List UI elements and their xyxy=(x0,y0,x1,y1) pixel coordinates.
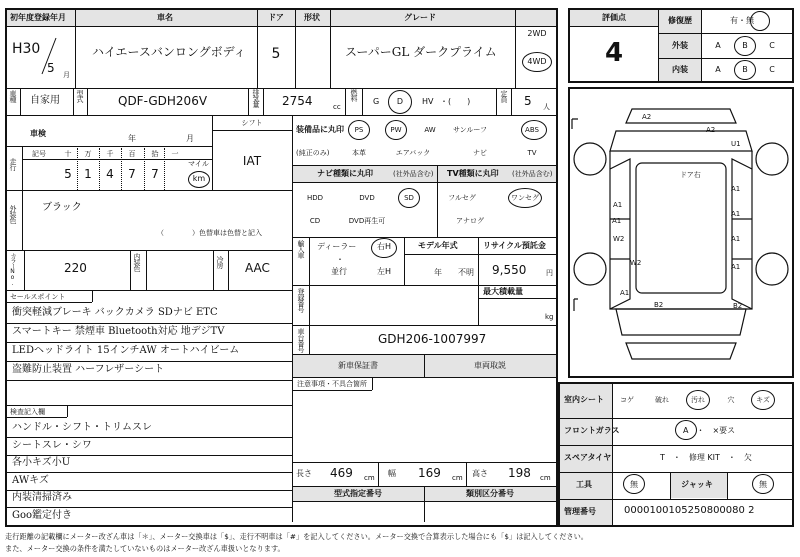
repair-none-circle xyxy=(750,11,770,31)
reg-month-unit: 月 xyxy=(63,71,70,79)
inspection-year: 年 xyxy=(128,134,136,143)
2wd-label: 2WD xyxy=(527,29,547,38)
usage-value: 自家用 xyxy=(30,95,60,106)
mileage-digit: 5 xyxy=(64,167,72,181)
seat-item: キズ xyxy=(756,396,770,404)
rating-grade: A xyxy=(715,41,721,50)
check-line: AWキズ xyxy=(12,474,49,486)
mileage-divider xyxy=(164,148,165,190)
damage-mark: A1 xyxy=(731,210,741,218)
car-diagram xyxy=(570,89,792,376)
type-designation-label: 型式指定番号 xyxy=(334,489,382,498)
mileage-divider xyxy=(99,148,100,190)
registration-label: 登録番号 xyxy=(297,288,305,312)
model-year-unknown: 不明 xyxy=(458,268,474,277)
sales-point-line: 盗難防止装置 ハーフレザーシート xyxy=(12,364,165,375)
capacity-unit: 人 xyxy=(543,103,550,111)
tv-title: TV種類に丸印 xyxy=(447,169,499,178)
grade-header: グレード xyxy=(404,13,436,22)
seat-item: 穴 xyxy=(727,396,735,404)
fuel-label: 燃料 xyxy=(350,89,358,101)
damage-mark: A2 xyxy=(642,113,652,121)
recycle-label: リサイクル預託金 xyxy=(483,241,546,250)
fuel-g: G xyxy=(373,97,380,106)
check-line: 各小キズ小U xyxy=(12,457,71,468)
damage-mark: A1 xyxy=(731,263,741,271)
model-year-label: モデル年式 xyxy=(418,241,458,250)
shape-header: 形状 xyxy=(304,13,320,22)
sales-point-rule xyxy=(7,361,292,362)
mileage-unit: 万 xyxy=(84,150,92,158)
damage-mark: A1 xyxy=(731,235,741,243)
damage-mark: A1 xyxy=(612,217,622,225)
check-title: 検査記入欄 xyxy=(10,408,45,416)
warranty: 新車保証書 xyxy=(338,361,378,370)
navi-item: HDD xyxy=(306,194,324,202)
mileage-unit: 十 xyxy=(64,150,72,158)
caution-label: 注意事項・不具合箇所 xyxy=(297,380,367,388)
usage-label: 車種 xyxy=(9,90,17,102)
check-rule xyxy=(7,472,292,473)
mileage-digit: 4 xyxy=(106,167,114,181)
length-value: 469 xyxy=(330,466,353,480)
navi-title: ナビ種類に丸印 xyxy=(317,169,373,178)
windshield-label: フロントガラス xyxy=(564,426,620,435)
capacity-value: 5 xyxy=(524,94,532,108)
displacement-value: 2754 xyxy=(282,94,313,108)
interior-label: 内装 xyxy=(672,65,688,74)
footer-line-2: また、メーター交換の条件を満たしていないものはメーター改ざん車扱いとなります。 xyxy=(5,544,285,553)
color-no-label: カラーNo. xyxy=(9,253,16,286)
inspection-label: 車検 xyxy=(30,129,46,138)
import-dot: ・ xyxy=(336,255,344,264)
displacement-label: 排気量 xyxy=(252,89,260,107)
navi-sub: (社外品含む) xyxy=(393,170,434,178)
color-change-note: （ ）色替車は色替と記入 xyxy=(157,229,262,237)
mileage-unit: 拾 xyxy=(151,150,159,158)
damage-mark: A2 xyxy=(706,126,716,134)
equipment-item: 本革 xyxy=(352,149,366,157)
mileage-divider xyxy=(121,148,122,190)
check-line: ハンドル・シフト・トリムスレ xyxy=(12,422,152,433)
mgmt-value: 0000100105250800080 2 xyxy=(624,505,755,516)
damage-mark: A1 xyxy=(620,289,630,297)
jack-value: 無 xyxy=(759,480,767,489)
shift-value: IAT xyxy=(242,154,262,168)
seat-item: 汚れ xyxy=(691,396,705,404)
first-reg-header: 初年度登録年月 xyxy=(10,13,66,22)
class-label: 類別区分番号 xyxy=(466,489,514,498)
4wd-label: 4WD xyxy=(527,57,547,66)
mileage-divider xyxy=(144,148,145,190)
tv-sub: (社外品含む) xyxy=(512,170,553,178)
seat-item: コゲ xyxy=(620,396,634,404)
damage-mark: B2 xyxy=(733,302,743,310)
mileage-reg-label: 記号 xyxy=(32,150,46,158)
tools-value: 無 xyxy=(630,480,638,489)
check-rule xyxy=(7,455,292,456)
damage-mark: W2 xyxy=(630,259,642,267)
equipment-item: PS xyxy=(354,126,364,134)
damage-mark: ドア右 xyxy=(680,171,701,179)
equipment-item: AW xyxy=(424,126,436,134)
check-rule xyxy=(7,507,292,508)
equipment-item: TV xyxy=(527,149,537,157)
width-label: 幅 xyxy=(388,469,396,478)
recycle-yen: 円 xyxy=(546,269,553,277)
equipment-sub: (純正のみ) xyxy=(296,149,330,157)
door-header: ドア xyxy=(268,13,284,22)
rating-score: 4 xyxy=(604,38,624,68)
ac-label: 冷房 xyxy=(216,256,224,268)
mileage-digit: 7 xyxy=(128,167,136,181)
repair-label: 修復歴 xyxy=(668,16,692,25)
sales-point-line: スマートキー 禁煙車 Bluetooth対応 地デジTV xyxy=(12,326,225,337)
damage-mark: B2 xyxy=(654,301,664,309)
left-hand: 左H xyxy=(377,267,392,276)
sales-points-title: セールスポイント xyxy=(10,293,66,301)
inspection-month: 月 xyxy=(186,134,194,143)
check-line: 内装清掃済み xyxy=(12,492,72,503)
mileage-divider xyxy=(77,148,78,190)
model-name-header: 車名 xyxy=(157,13,173,22)
model-name: ハイエースバンロングボディ xyxy=(92,45,246,59)
repair-value: 有・無 xyxy=(730,16,754,25)
equipment-title: 装備品に丸印 xyxy=(296,125,344,134)
rating-label: 評価点 xyxy=(602,13,626,22)
color-no-value: 220 xyxy=(64,261,87,275)
recycle-value: 9,550 xyxy=(492,263,527,277)
exterior-color-label: 外装色 xyxy=(9,205,17,223)
interior-color-label: 内装色 xyxy=(133,253,141,271)
rating-grade: B xyxy=(742,65,748,74)
exterior-label: 外装 xyxy=(672,41,688,50)
navi-item: SD xyxy=(404,194,414,202)
model-year-unit: 年 xyxy=(434,268,442,277)
era: H30 xyxy=(12,41,41,57)
width-value: 169 xyxy=(418,466,441,480)
sales-point-line: LEDヘッドライト 15インチAW オートハイビーム xyxy=(12,345,240,356)
interior-seat-label: 室内シート xyxy=(564,395,604,404)
capacity-label: 定員 xyxy=(500,90,508,102)
fuel-hv: HV xyxy=(422,97,434,106)
mileage-unit: 一 xyxy=(171,150,179,158)
tv-item: フルセグ xyxy=(448,194,476,202)
navi-item: DVD再生可 xyxy=(348,217,386,225)
fuel-d: D xyxy=(396,97,404,106)
width-unit: cm xyxy=(452,474,463,482)
equipment-item: サンルーフ xyxy=(452,126,488,134)
equipment-item: エアバック xyxy=(395,149,431,157)
tools-label: 工具 xyxy=(576,480,592,489)
reg-month: 5 xyxy=(47,61,55,75)
height-unit: cm xyxy=(540,474,551,482)
manual: 車両取説 xyxy=(474,361,506,370)
rating-grade: B xyxy=(742,41,748,50)
windshield-value: A ・ ×要ス xyxy=(683,426,736,435)
sales-point-rule xyxy=(7,323,292,324)
navi-item: CD xyxy=(309,217,321,225)
mile-label: マイル xyxy=(188,160,209,168)
load-kg: kg xyxy=(545,313,554,321)
model-code: QDF-GDH206V xyxy=(118,94,208,108)
dealer: ディーラー xyxy=(317,242,357,251)
sales-point-rule xyxy=(7,380,292,381)
damage-mark: U1 xyxy=(731,140,741,148)
spare-value: T ・ 修理 KIT ・ 欠 xyxy=(660,453,752,462)
mgmt-label: 管理番号 xyxy=(564,507,596,516)
load-label: 最大積載量 xyxy=(483,287,523,296)
length-unit: cm xyxy=(364,474,375,482)
door-count: 5 xyxy=(271,46,281,62)
ac-value: AAC xyxy=(245,261,270,275)
jack-label: ジャッキ xyxy=(681,480,713,489)
tv-item: アナログ xyxy=(456,217,484,225)
check-rule xyxy=(7,437,292,438)
check-rule xyxy=(7,490,292,491)
shift-label: シフト xyxy=(241,119,263,127)
rating-grade: A xyxy=(715,65,721,74)
parallel: 並行 xyxy=(331,267,347,276)
import-label: 輸入車 xyxy=(297,240,305,258)
damage-mark: W2 xyxy=(613,235,625,243)
length-label: 長さ xyxy=(296,469,312,478)
rating-grade: C xyxy=(769,65,775,74)
km-label: km xyxy=(192,174,206,183)
check-line: Goo鑑定付き xyxy=(12,509,73,521)
damage-mark: A1 xyxy=(731,185,741,193)
mileage-digit: 7 xyxy=(151,167,159,181)
sales-point-line: 衝突軽減ブレーキ バックカメラ SDナビ ETC xyxy=(12,307,218,318)
sales-point-rule xyxy=(7,342,292,343)
mileage-digit: 1 xyxy=(84,167,92,181)
seat-item: 破れ xyxy=(655,396,669,404)
tv-item: ワンセグ xyxy=(511,194,539,202)
navi-item: DVD xyxy=(359,194,375,202)
model-label: 型式 xyxy=(76,90,84,102)
height-label: 高さ xyxy=(472,469,488,478)
fuel-other: ・( ) xyxy=(440,97,471,106)
mileage-unit: 千 xyxy=(106,150,114,158)
cc-unit: cc xyxy=(333,103,341,111)
height-value: 198 xyxy=(508,466,531,480)
windshield-a-circle xyxy=(675,420,697,440)
mileage-label: 走行 xyxy=(9,158,17,170)
rating-grade: C xyxy=(769,41,775,50)
equipment-item: PW xyxy=(390,126,402,134)
equipment-item: ABS xyxy=(525,126,539,134)
damage-mark: A1 xyxy=(613,201,623,209)
chassis-value: GDH206-1007997 xyxy=(378,332,487,346)
mileage-unit: 百 xyxy=(128,150,136,158)
equipment-item: ナビ xyxy=(473,149,487,157)
grade-value: スーパーGL ダークプライム xyxy=(345,45,497,59)
exterior-color-value: ブラック xyxy=(42,202,82,213)
right-hand: 右H xyxy=(376,242,392,251)
chassis-label: 車台番号 xyxy=(297,328,305,352)
footer-line-1: 走行距離の記載欄にメーター改ざん車は「＊」、メーター交換車は「$」、走行不明車は「#」を記入してください。メーター交換で合算表示した場合にも「$」は記入してください。 xyxy=(5,532,588,541)
spare-label: スペアタイヤ xyxy=(564,453,612,462)
check-line: シートスレ・シワ xyxy=(12,439,92,451)
